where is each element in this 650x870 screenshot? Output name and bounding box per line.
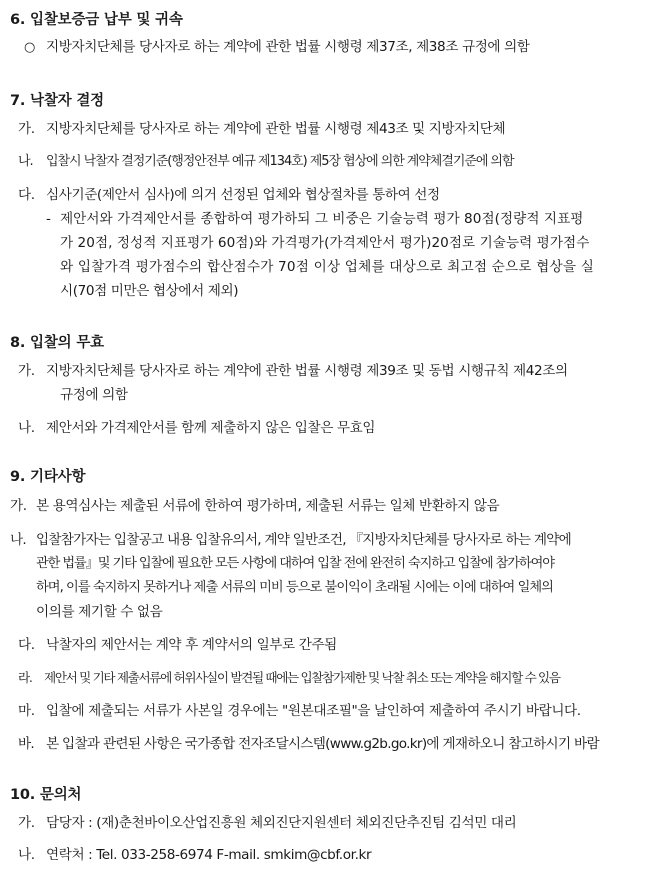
item-marker: 가. xyxy=(10,498,27,514)
item-text: 본 용역심사는 제출된 서류에 한하여 평가하며, 제출된 서류는 일체 반환하지 않음 xyxy=(36,498,500,514)
list-item xyxy=(18,734,599,754)
item-text-continuation: 가 20점, 정성적 지표평가 60점)와 가격평가(가격제안서 평가)20점로 기술능력 평가점수 xyxy=(60,235,590,251)
item-text: 제안서와 가격제안서를 함께 제출하지 않은 입찰은 무효임 xyxy=(46,420,376,436)
list-item xyxy=(18,119,505,139)
list-item xyxy=(18,185,440,205)
item-marker: 마. xyxy=(18,703,35,719)
item-text: 지방자치단체를 당사자로 하는 계약에 관한 법률 시행령 제43조 및 지방자치단체 xyxy=(46,121,506,137)
item-marker: - xyxy=(46,211,51,227)
item-text-continuation: 규정에 의함 xyxy=(60,387,128,403)
list-item xyxy=(24,37,530,58)
item-text-continuation: 이의를 제기할 수 없음 xyxy=(36,604,163,620)
item-text-continuation: 관한 법률』및 기타 입찰에 필요한 모든 사항에 대하여 입찰 전에 완전히 숙지하고 입찰에 참가하여야 xyxy=(36,556,554,571)
item-text: 본 입찰과 관련된 사항은 국가종합 전자조달시스템(www.g2b.go.kr)에 게재하오니 참고하시기 바람 xyxy=(46,736,599,752)
list-item xyxy=(10,496,499,516)
item-marker: 가. xyxy=(18,815,35,831)
list-item xyxy=(18,361,568,381)
item-text: 제안서와 가격제안서를 종합하여 평가하되 그 비중은 기술능력 평가 80점(정량적 지표평 xyxy=(60,211,584,227)
item-text: 입찰참가자는 입찰공고 내용 입찰유의서, 계약 일반조건, 『지방자치단체를 당사자로 하는 계약에 xyxy=(36,532,572,548)
item-marker: 다. xyxy=(18,637,35,653)
section-title-9: 9. 기타사항 xyxy=(10,469,86,485)
item-marker: 나. xyxy=(10,532,26,548)
section-title-8: 8. 입찰의 무효 xyxy=(10,335,104,351)
section-title-7: 7. 낙찰자 결정 xyxy=(10,93,104,109)
list-item xyxy=(18,418,375,438)
item-marker: 나. xyxy=(18,154,33,169)
item-text: 낙찰자의 제안서는 계약 후 계약서의 일부로 간주됨 xyxy=(46,637,337,653)
list-item xyxy=(18,668,560,688)
section-title-6: 6. 입찰보증금 납부 및 귀속 xyxy=(10,12,183,28)
item-marker: 나. xyxy=(18,847,35,863)
item-text-continuation: 하며, 이를 숙지하지 못하거나 제출 서류의 미비 등으로 불이익이 초래될 시에는 이에 대하여 일체의 xyxy=(36,580,553,595)
item-text: 입찰에 제출되는 서류가 사본일 경우에는 "원본대조필"을 날인하여 제출하여 주시기 바랍니다. xyxy=(46,703,581,719)
item-marker: 가. xyxy=(18,363,35,379)
item-text: 연락처 : Tel. 033-258-6974 F-mail. smkim@cbf.or.kr xyxy=(46,847,372,863)
item-text-continuation: 시(70점 미만은 협상에서 제외) xyxy=(60,283,239,299)
item-marker: 가. xyxy=(18,121,35,137)
item-marker: 바. xyxy=(18,736,35,752)
list-item xyxy=(18,152,513,172)
list-item xyxy=(46,209,583,229)
item-text: 지방자치단체를 당사자로 하는 계약에 관한 법률 시행령 제39조 및 동법 시행규칙 제42조의 xyxy=(46,363,568,379)
item-marker: ○ xyxy=(24,40,35,55)
item-text: 입찰시 낙찰자 결정기준(행정안전부 예규 제134호) 제5장 협상에 의한 계약체결기준에 의함 xyxy=(46,154,514,169)
item-text: 담당자 : (재)춘천바이오산업진흥원 체외진단지원센터 체외진단추진팀 김석민 대리 xyxy=(46,815,517,831)
item-text-continuation: 와 입찰가격 평가점수의 합산점수가 70점 이상 업체를 대상으로 최고점 순으로 협상을 실 xyxy=(60,259,595,275)
list-item xyxy=(18,701,581,721)
item-text: 심사기준(제안서 심사)에 의거 선정된 업체와 협상절차를 통하여 선정 xyxy=(46,187,440,203)
section-title-10: 10. 문의처 xyxy=(10,787,82,803)
item-text: 지방자치단체를 당사자로 하는 계약에 관한 법률 시행령 제37조, 제38조 규정에 의함 xyxy=(46,39,530,55)
list-item xyxy=(10,530,571,550)
list-item xyxy=(18,845,371,865)
item-marker: 나. xyxy=(18,420,35,436)
item-marker: 다. xyxy=(18,187,35,203)
list-item xyxy=(18,813,516,833)
item-text: 제안서 및 기타 제출서류에 허위사실이 발견될 때에는 입찰참가제한 및 낙찰 취소 또는 계약을 해지할 수 있음 xyxy=(44,670,560,685)
list-item xyxy=(18,635,337,655)
item-marker: 라. xyxy=(18,670,32,685)
